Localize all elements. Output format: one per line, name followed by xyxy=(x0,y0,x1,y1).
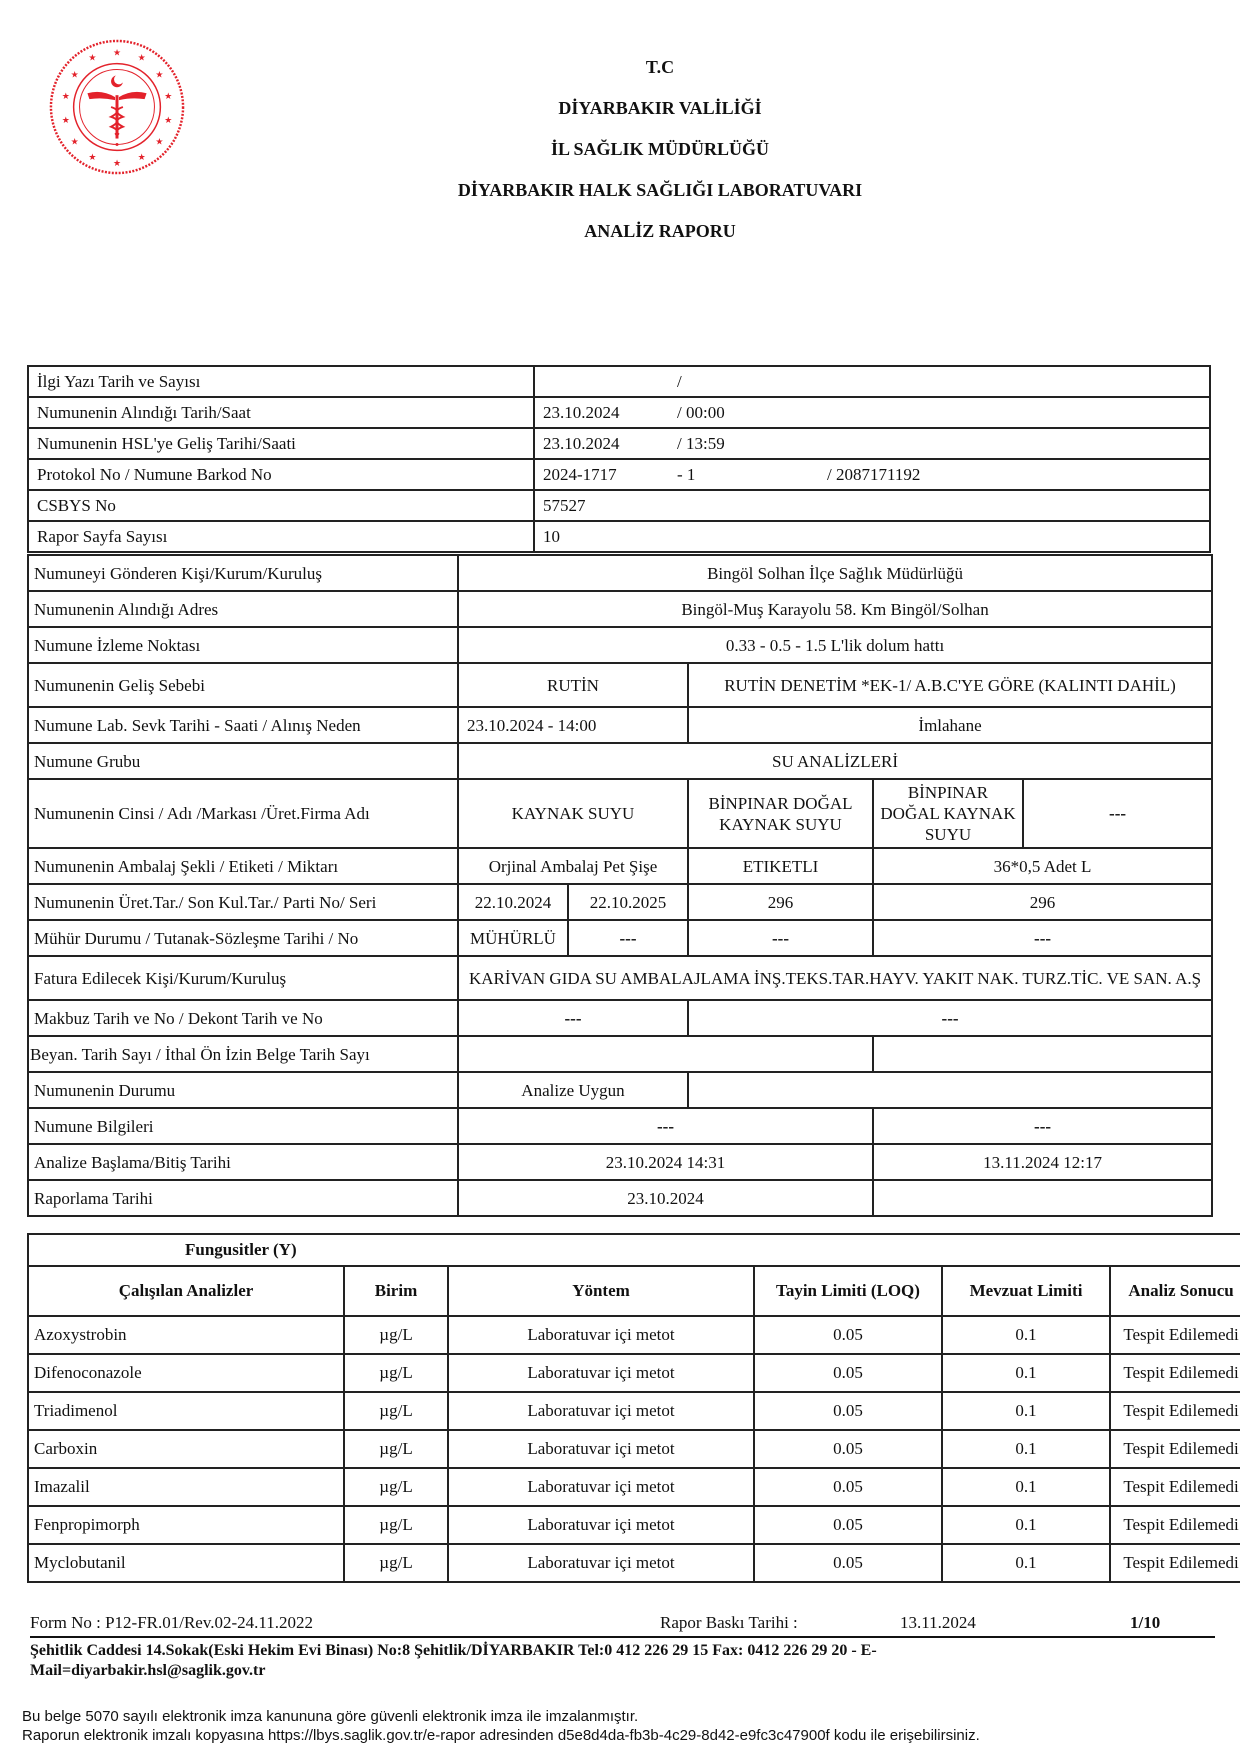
tutanak-tarih: --- xyxy=(568,920,688,956)
sayfa-label: Rapor Sayfa Sayısı xyxy=(28,521,534,552)
ithal-value xyxy=(873,1036,1212,1072)
grup-label: Numune Grubu xyxy=(28,743,458,779)
svg-text:★: ★ xyxy=(164,91,173,102)
svg-text:★: ★ xyxy=(113,47,121,58)
beyan-label: Beyan. Tarih Sayı / İthal Ön İzin Belge Tarih Sayı xyxy=(28,1036,458,1072)
gelis-label: Numunenin HSL'ye Geliş Tarihi/Saati xyxy=(28,428,534,459)
table-row xyxy=(28,707,1212,743)
table-row xyxy=(28,366,1210,397)
sevk-label: Numune Lab. Sevk Tarihi - Saati / Alınış Neden xyxy=(28,707,458,743)
section-row xyxy=(28,1234,1240,1266)
page-footer xyxy=(30,1610,1215,1681)
protokol-value: 2024-1717 - 1 / 2087171192 xyxy=(534,459,1210,490)
adres-value: Bingöl-Muş Karayolu 58. Km Bingöl/Solhan xyxy=(458,591,1212,627)
adi-value: BİNPINAR DOĞAL KAYNAK SUYU xyxy=(688,779,873,848)
cinsi-value: KAYNAK SUYU xyxy=(458,779,688,848)
alindigi-value: 23.10.2024 / 00:00 xyxy=(534,397,1210,428)
gonderen-value: Bingöl Solhan İlçe Sağlık Müdürlüğü xyxy=(458,555,1212,591)
table-row xyxy=(28,884,1212,920)
parti-no: 296 xyxy=(688,884,873,920)
table-row: Carboxin µg/L Laboratuvar içi metot 0.05 0.1 Tespit Edilemedi xyxy=(28,1430,1240,1468)
table-row xyxy=(28,1108,1212,1144)
svg-text:★: ★ xyxy=(137,152,146,163)
sebep-value: RUTİN xyxy=(458,663,688,707)
table-row: Imazalil µg/L Laboratuvar içi metot 0.05 0.1 Tespit Edilemedi xyxy=(28,1468,1240,1506)
adres-label: Numunenin Alındığı Adres xyxy=(28,591,458,627)
sebep-label: Numunenin Geliş Sebebi xyxy=(28,663,458,707)
table-row xyxy=(28,397,1210,428)
table-row xyxy=(28,956,1212,1000)
ministry-of-health-seal-icon xyxy=(48,38,186,176)
csbys-label: CSBYS No xyxy=(28,490,534,521)
section-title: Fungusitler (Y) xyxy=(28,1234,1240,1266)
protokol-label: Protokol No / Numune Barkod No xyxy=(28,459,534,490)
makbuz-value: --- xyxy=(458,1000,688,1036)
table-row: Azoxystrobin µg/L Laboratuvar içi metot 0.05 0.1 Tespit Edilemedi xyxy=(28,1316,1240,1354)
cinsi-label: Numunenin Cinsi / Adı /Markası /Üret.Firma Adı xyxy=(28,779,458,848)
sayfa-value: 10 xyxy=(534,521,1210,552)
ilgi-label: İlgi Yazı Tarih ve Sayısı xyxy=(28,366,534,397)
bilgi-label: Numune Bilgileri xyxy=(28,1108,458,1144)
header-laboratory: DİYARBAKIR HALK SAĞLIĞI LABORATUVARI xyxy=(457,180,863,200)
col-header-method: Yöntem xyxy=(448,1266,754,1316)
table-row xyxy=(28,663,1212,707)
durum-extra xyxy=(688,1072,1212,1108)
svg-text:★: ★ xyxy=(155,69,164,80)
table-row xyxy=(28,743,1212,779)
report-header xyxy=(300,52,1020,257)
analiz-label: Analize Başlama/Bitiş Tarihi xyxy=(28,1144,458,1180)
svg-text:★: ★ xyxy=(61,114,70,125)
beyan-value xyxy=(458,1036,873,1072)
col-header-limit: Mevzuat Limiti xyxy=(942,1266,1110,1316)
col-header-result: Analiz Sonucu xyxy=(1110,1266,1240,1316)
gonderen-label: Numuneyi Gönderen Kişi/Kurum/Kuruluş xyxy=(28,555,458,591)
table-row: Myclobutanil µg/L Laboratuvar içi metot 0.05 0.1 Tespit Edilemedi xyxy=(28,1544,1240,1582)
bilgi-value-2: --- xyxy=(873,1108,1212,1144)
etiket-value: ETIKETLI xyxy=(688,848,873,884)
svg-text:★: ★ xyxy=(155,136,164,147)
dekont-value: --- xyxy=(688,1000,1212,1036)
table-row xyxy=(28,555,1212,591)
raporlama-value: 23.10.2024 xyxy=(458,1180,873,1216)
table-row xyxy=(28,1144,1212,1180)
table-row xyxy=(28,848,1212,884)
header-row xyxy=(28,1266,1240,1316)
table-row xyxy=(28,920,1212,956)
svg-text:★: ★ xyxy=(88,152,97,163)
table-row xyxy=(28,1072,1212,1108)
miktar-value: 36*0,5 Adet L xyxy=(873,848,1212,884)
table-row xyxy=(28,1000,1212,1036)
izleme-label: Numune İzleme Noktası xyxy=(28,627,458,663)
e-signature-notice: Bu belge 5070 sayılı elektronik imza kanununa göre güvenli elektronik imza ile imzalanmıştır. Raporun elektronik imzalı kopyasına https://lbys.saglik.gov.tr/e-rapor adresinden d5e8d4da-fb3b-4c29-8d42-e9fc3c47900f kodu ile erişebilirsiniz. xyxy=(22,1708,980,1744)
col-header-unit: Birim xyxy=(344,1266,448,1316)
table-row: Triadimenol µg/L Laboratuvar içi metot 0.05 0.1 Tespit Edilemedi xyxy=(28,1392,1240,1430)
table-row xyxy=(28,521,1210,552)
col-header-loq: Tayin Limiti (LOQ) xyxy=(754,1266,942,1316)
svg-text:★: ★ xyxy=(164,114,173,125)
durum-value: Analize Uygun xyxy=(458,1072,688,1108)
analiz-bitis: 13.11.2024 12:17 xyxy=(873,1144,1212,1180)
seri-no: 296 xyxy=(873,884,1212,920)
makbuz-label: Makbuz Tarih ve No / Dekont Tarih ve No xyxy=(28,1000,458,1036)
grup-value: SU ANALİZLERİ xyxy=(458,743,1212,779)
header-tc: T.C xyxy=(645,57,675,77)
ilgi-value: / xyxy=(534,366,1210,397)
form-number: Form No : P12-FR.01/Rev.02-24.11.2022 xyxy=(30,1613,314,1632)
firma-value: --- xyxy=(1023,779,1212,848)
table-row xyxy=(28,591,1212,627)
page-number: 1/10 xyxy=(1130,1613,1161,1632)
print-date-label: Rapor Baskı Tarihi : xyxy=(660,1613,798,1632)
lab-address: Şehitlik Caddesi 14.Sokak(Eski Hekim Evi Binası) No:8 Şehitlik/DİYARBAKIR Tel:0 412 226 29 15 Fax: 0412 226 29 20 - E- Mail=diyarbakir.hsl@saglik.gov.tr xyxy=(30,1642,877,1679)
col-header-analysis: Çalışılan Analizler xyxy=(28,1266,344,1316)
svg-text:★: ★ xyxy=(61,91,70,102)
svg-text:★: ★ xyxy=(137,52,146,63)
table-row xyxy=(28,428,1210,459)
raporlama-label: Raporlama Tarihi xyxy=(28,1180,458,1216)
sample-info-table xyxy=(27,365,1211,553)
table-row: Difenoconazole µg/L Laboratuvar içi metot 0.05 0.1 Tespit Edilemedi xyxy=(28,1354,1240,1392)
table-row xyxy=(28,779,1212,848)
csbys-value: 57527 xyxy=(534,490,1210,521)
alinis-neden: İmlahane xyxy=(688,707,1212,743)
tutanak-extra: --- xyxy=(873,920,1212,956)
header-mudurluk: İL SAĞLIK MÜDÜRLÜĞÜ xyxy=(550,139,770,159)
uret-label: Numunenin Üret.Tar./ Son Kul.Tar./ Parti No/ Seri xyxy=(28,884,458,920)
muhur-label: Mühür Durumu / Tutanak-Sözleşme Tarihi / No xyxy=(28,920,458,956)
tutanak-no: --- xyxy=(688,920,873,956)
marka-value: BİNPINAR DOĞAL KAYNAK SUYU xyxy=(873,779,1023,848)
sample-details-table xyxy=(27,554,1213,1217)
fatura-label: Fatura Edilecek Kişi/Kurum/Kuruluş xyxy=(28,956,458,1000)
son-kullanma-tarih: 22.10.2025 xyxy=(568,884,688,920)
raporlama-empty xyxy=(873,1180,1212,1216)
svg-text:★: ★ xyxy=(70,69,79,80)
page-title: ANALİZ RAPORU xyxy=(584,221,736,241)
table-row: Fenpropimorph µg/L Laboratuvar içi metot 0.05 0.1 Tespit Edilemedi xyxy=(28,1506,1240,1544)
svg-text:★: ★ xyxy=(88,52,97,63)
izleme-value: 0.33 - 0.5 - 1.5 L'lik dolum hattı xyxy=(458,627,1212,663)
ambalaj-label: Numunenin Ambalaj Şekli / Etiketi / Miktarı xyxy=(28,848,458,884)
table-row xyxy=(28,490,1210,521)
svg-text:★: ★ xyxy=(70,136,79,147)
gelis-value: 23.10.2024 / 13:59 xyxy=(534,428,1210,459)
table-row xyxy=(28,1036,1212,1072)
uret-tarih: 22.10.2024 xyxy=(458,884,568,920)
alindigi-label: Numunenin Alındığı Tarih/Saat xyxy=(28,397,534,428)
table-row xyxy=(28,459,1210,490)
sebep-detail: RUTİN DENETİM *EK-1/ A.B.C'YE GÖRE (KALINTI DAHİL) xyxy=(688,663,1212,707)
durum-label: Numunenin Durumu xyxy=(28,1072,458,1108)
bilgi-value-1: --- xyxy=(458,1108,873,1144)
svg-text:★: ★ xyxy=(113,158,121,169)
header-valilik: DİYARBAKIR VALİLİĞİ xyxy=(558,98,762,118)
fatura-value: KARİVAN GIDA SU AMBALAJLAMA İNŞ.TEKS.TAR.HAYV. YAKIT NAK. TURZ.TİC. VE SAN. A.Ş xyxy=(458,956,1212,1000)
results-table xyxy=(27,1233,1240,1583)
ambalaj-value: Orjinal Ambalaj Pet Şişe xyxy=(458,848,688,884)
table-row xyxy=(28,1180,1212,1216)
muhur-value: MÜHÜRLÜ xyxy=(458,920,568,956)
print-date: 13.11.2024 xyxy=(900,1613,976,1632)
table-row xyxy=(28,627,1212,663)
sevk-value: 23.10.2024 - 14:00 xyxy=(458,707,688,743)
analiz-baslama: 23.10.2024 14:31 xyxy=(458,1144,873,1180)
